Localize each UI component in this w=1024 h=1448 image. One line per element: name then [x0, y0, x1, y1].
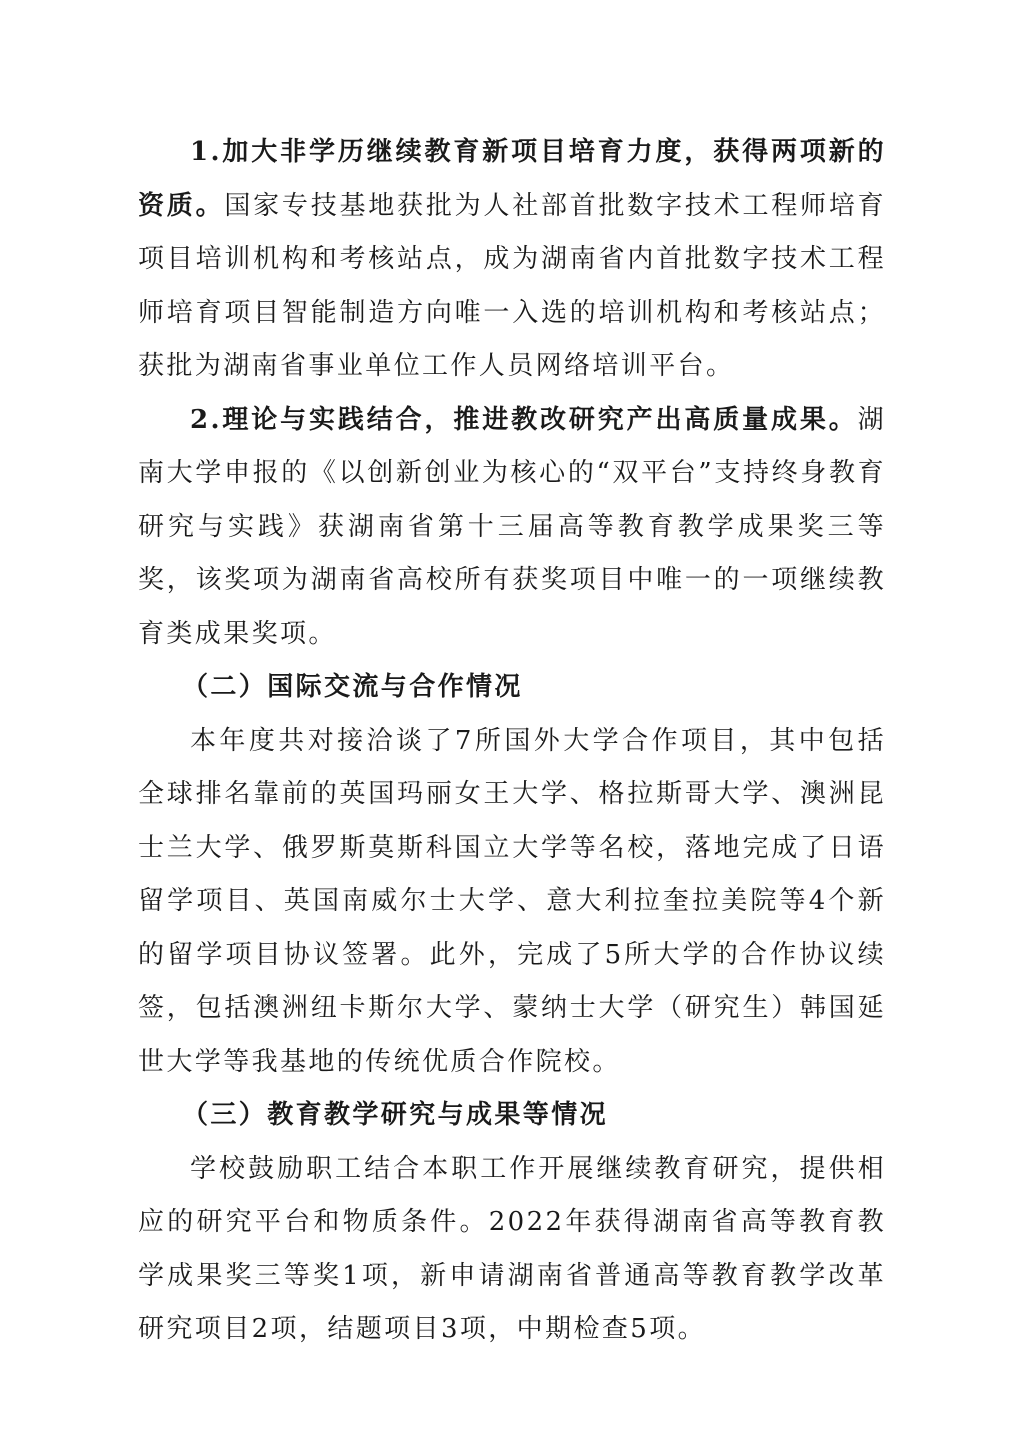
document-page	[138, 126, 886, 1357]
paragraph-item-2	[138, 394, 886, 662]
item-2-body: 湖南大学申报的《以创新创业为核心的“双平台”支持终身教育研究与实践》获湖南省第十三届高等教育教学成果奖三等奖，该奖项为湖南省高校所有获奖项目中唯一的一项继续教育类成果奖项。	[138, 404, 886, 649]
item-1-lead: 1.加大非学历继续教育新项目培育力度，获得两项新的资质。	[138, 137, 886, 221]
item-2-lead: 2.理论与实践结合，推进教改研究产出高质量成果。	[190, 404, 858, 435]
item-1-body: 国家专技基地获批为人社部首批数字技术工程师培育项目培训机构和考核站点，成为湖南省内首批数字技术工程师培育项目智能制造方向唯一入选的培训机构和考核站点；获批为湖南省事业单位工作人员网络培训平台。	[138, 190, 887, 381]
section-heading-international: （二）国际交流与合作情况	[182, 672, 523, 702]
section-heading-research: （三）教育教学研究与成果等情况	[182, 1100, 609, 1130]
paragraph-international: 本年度共对接洽谈了7所国外大学合作项目，其中包括全球排名靠前的英国玛丽女王大学、格拉斯哥大学、澳洲昆士兰大学、俄罗斯莫斯科国立大学等名校，落地完成了日语留学项目、英国南威尔士大学、意大利拉奎拉美院等4个新的留学项目协议签署。此外，完成了5所大学的合作协议续签，包括澳洲纽卡斯尔大学、蒙纳士大学（研究生）韩国延世大学等我基地的传统优质合作院校。	[138, 725, 886, 1077]
paragraph-item-1	[138, 126, 886, 394]
paragraph-research: 学校鼓励职工结合本职工作开展继续教育研究，提供相应的研究平台和物质条件。2022年获得湖南省高等教育教学成果奖三等奖1项，新申请湖南省普通高等教育教学改革研究项目2项，结题项目3项，中期检查5项。	[138, 1153, 886, 1344]
